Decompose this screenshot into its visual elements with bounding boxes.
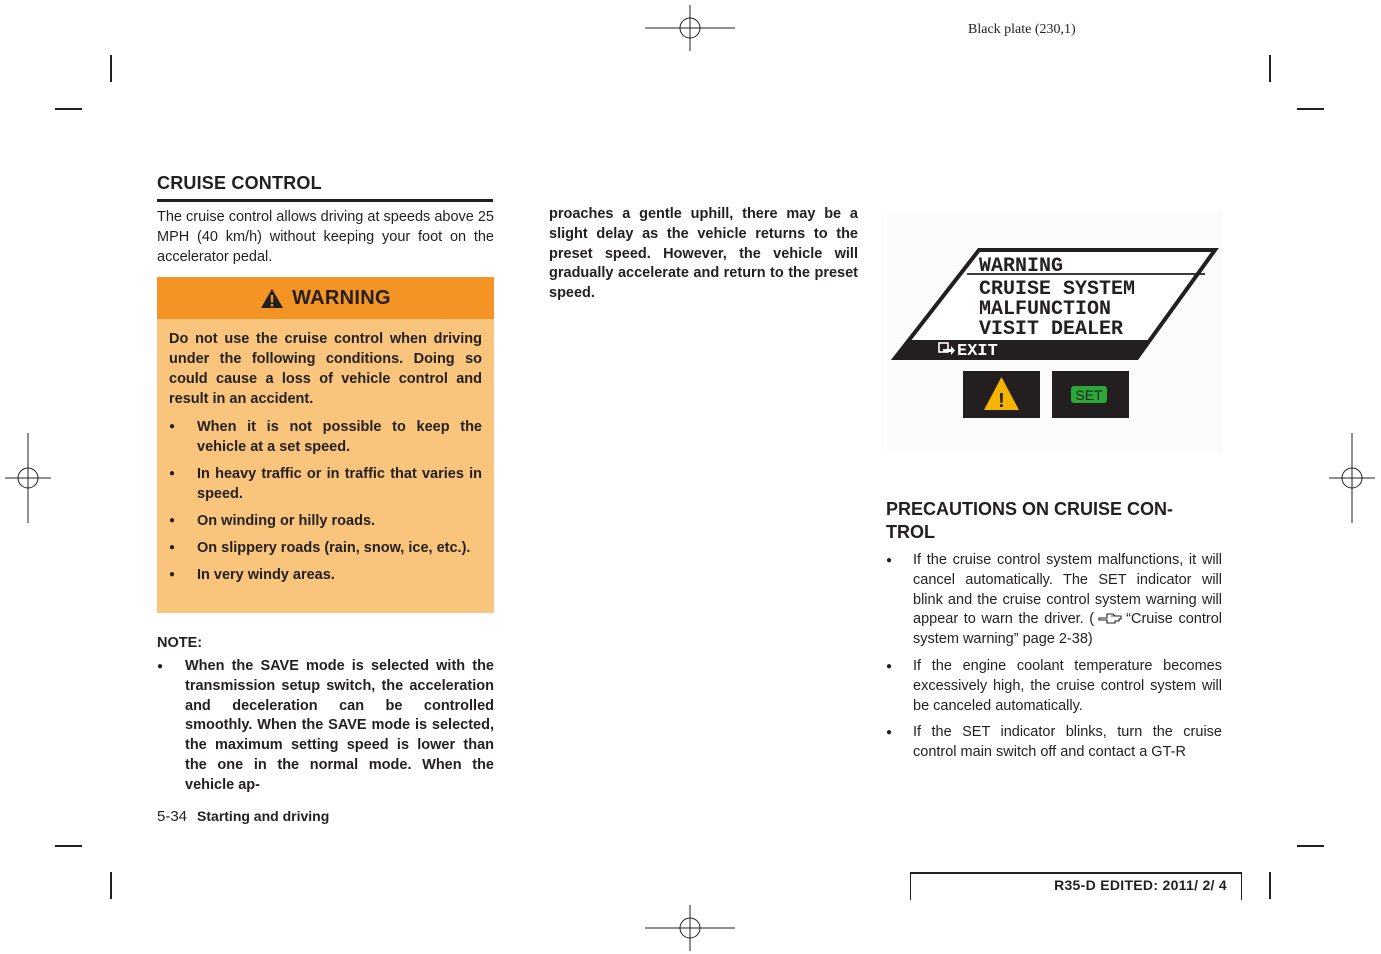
precautions-list	[886, 551, 1222, 770]
set-indicator	[1052, 371, 1129, 418]
crop-mark	[110, 55, 112, 82]
display-illustration	[887, 212, 1222, 452]
list-item: ● In heavy traffic or in traffic that varies in speed.	[169, 464, 482, 504]
crop-mark	[110, 872, 112, 899]
warning-triangle-icon	[260, 288, 284, 309]
screen-line-1: CRUISE SYSTEM	[979, 278, 1136, 301]
exit-label: EXIT	[957, 342, 998, 361]
warning-header	[157, 277, 494, 319]
registration-mark-bottom	[645, 905, 735, 951]
section-title-precautions: PRECAUTIONS ON CRUISE CON-TROL	[886, 499, 1174, 542]
list-item: ● When the SAVE mode is selected with the transmission setup switch, the acceleration and deceleration can be controlled smoothly. When the SAVE mode is selected, the maximum setting speed is lower than the one in the normal mode. When the vehicle ap-	[157, 657, 494, 796]
list-item: ● On winding or hilly roads.	[169, 511, 482, 531]
warning-box	[157, 277, 494, 613]
screen-title: WARNING	[979, 255, 1064, 278]
page-number: 5-34	[157, 808, 188, 825]
warning-list	[169, 417, 482, 585]
list-item: ● If the engine coolant temperature becomes excessively high, the cruise control system will be canceled automatically.	[886, 657, 1222, 716]
list-item: ● When it is not possible to keep the vehicle at a set speed.	[169, 417, 482, 457]
warning-indicator	[963, 371, 1040, 418]
list-item: ● On slippery roads (rain, snow, ice, etc.).	[169, 538, 482, 558]
note-list	[157, 657, 494, 796]
cruise-warning-figure	[887, 212, 1222, 452]
screen-line-2: MALFUNCTION	[979, 298, 1112, 321]
crop-mark	[1269, 872, 1271, 899]
footer-section: Starting and driving	[197, 808, 330, 824]
note-label: NOTE:	[157, 635, 203, 651]
registration-mark-right	[1329, 433, 1375, 523]
continued-paragraph: proaches a gentle uphill, there may be a slight delay as the vehicle returns to the preset speed. However, the vehicle will gradually accelerate and return to the preset speed.	[549, 206, 858, 302]
crop-mark	[55, 108, 82, 110]
edited-stamp	[910, 872, 1242, 900]
reference-hand-icon	[1097, 611, 1123, 625]
crop-mark	[55, 845, 82, 847]
list-item	[886, 551, 1222, 650]
warning-symbol: !	[998, 390, 1005, 412]
warning-body	[169, 329, 482, 592]
list-item: ● If the SET indicator blinks, turn the cruise control main switch off and contact a GT-R	[886, 723, 1222, 763]
warning-text: Do not use the cruise control when driving under the following conditions. Doing so could cause a loss of vehicle control and result in an accident.	[169, 331, 482, 407]
registration-mark-left	[5, 433, 51, 523]
crop-mark	[1297, 845, 1324, 847]
plate-label: Black plate (230,1)	[968, 22, 1076, 37]
warning-label: WARNING	[292, 286, 391, 309]
list-item: ● In very windy areas.	[169, 565, 482, 585]
section-title-cruise-control: CRUISE CONTROL	[157, 173, 493, 202]
registration-mark-top	[645, 5, 735, 51]
crop-mark	[1297, 108, 1324, 110]
item-reference: “Cruise control system warning” page 2-38)	[913, 611, 1222, 648]
screen-line-3: VISIT DEALER	[979, 318, 1124, 341]
crop-mark	[1269, 55, 1271, 82]
intro-paragraph: The cruise control allows driving at speeds above 25 MPH (40 km/h) without keeping your foot on the accelerator pedal.	[157, 209, 494, 265]
item-text: If the cruise control system malfunctions, it will cancel automatically. The SET indicator will blink and the cruise control system warning will appear to warn the driver. (	[913, 552, 1222, 628]
page-footer	[157, 808, 329, 825]
edited-label: R35-D EDITED: 2011/ 2/ 4	[1054, 877, 1227, 893]
set-label: SET	[1075, 387, 1103, 403]
